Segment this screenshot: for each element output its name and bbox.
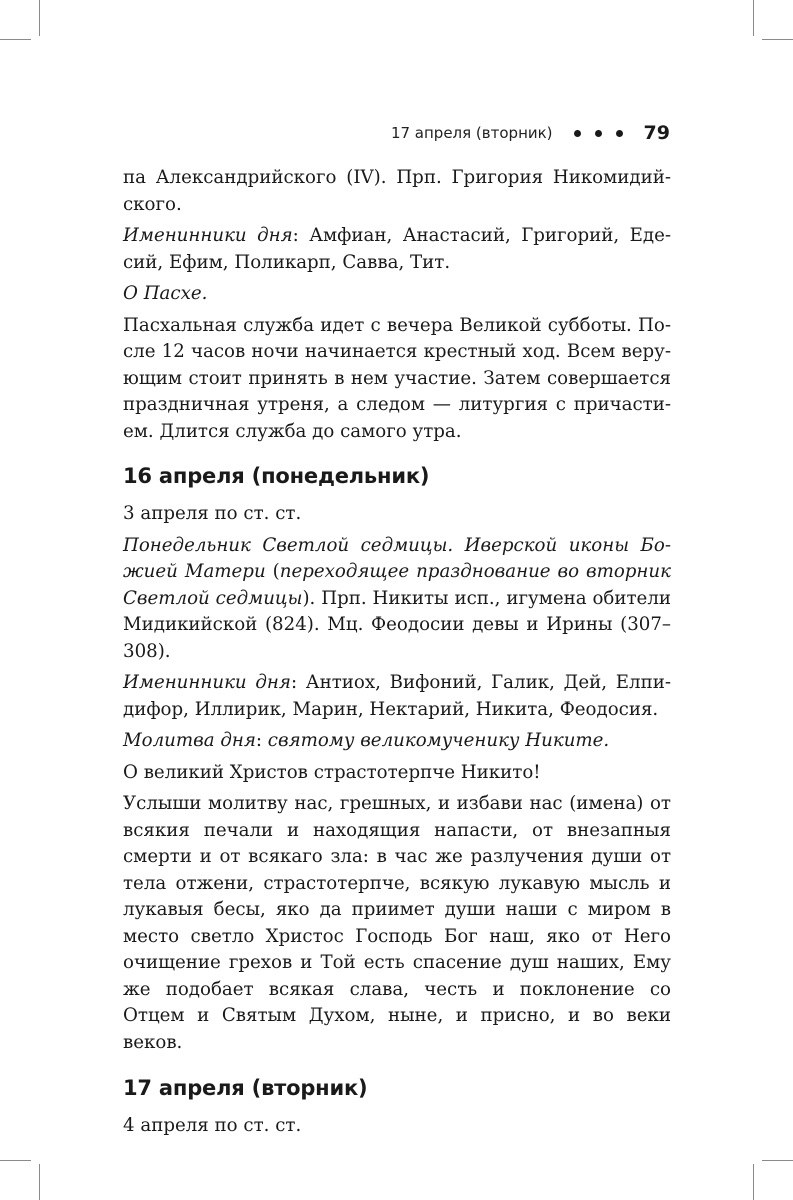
feast-paragraph-16 — [123, 533, 671, 666]
namedays-paragraph — [123, 223, 671, 276]
prayer-title: святому великомученику Никите. — [267, 730, 610, 751]
bullet-dot — [574, 130, 581, 137]
prayer-colon: : — [255, 730, 268, 751]
old-style-date-16: 3 апреля по ст. ст. — [123, 503, 302, 524]
day-heading-17: 17 апреля (вторник) — [123, 1076, 368, 1100]
crop-mark — [39, 0, 40, 36]
crop-mark — [0, 39, 31, 40]
crop-mark — [39, 1164, 40, 1200]
prayer-label: Молитва дня — [123, 730, 256, 751]
saints-continued: па Александрийского (IV). Прп. Григория Никомидийского. — [123, 167, 671, 215]
easter-title: О Пасхе. — [123, 283, 208, 304]
prayer-heading — [123, 728, 671, 755]
crop-mark — [762, 1160, 793, 1161]
crop-mark — [0, 1160, 31, 1161]
day-heading-16: 16 апреля (понедельник) — [123, 464, 430, 488]
bullet-dot — [595, 130, 602, 137]
namedays-names-16: : Антиох, Вифоний, Галик, Дей, Елпидифор, Иллирик, Марин, Нектарий, Никита, Феодосия. — [123, 672, 671, 720]
page-number: 79 — [643, 122, 670, 144]
namedays-label-16: Именинники дня — [123, 672, 291, 693]
crop-mark — [753, 1164, 754, 1200]
feast-rest: ). Прп. Никиты исп., игумена обители Мидикийской (824). Мц. Феодосии девы и Ирины (307–308). — [123, 587, 671, 662]
running-title: 17 апреля (вторник) — [390, 124, 553, 142]
namedays-names: : Амфиан, Анастасий, Григорий, Едесий, Ефим, Поликарп, Савва, Тит. — [123, 225, 671, 273]
namedays-paragraph-16 — [123, 670, 671, 723]
crop-mark — [762, 39, 793, 40]
page-body — [123, 165, 671, 1145]
feast-paren-open: ( — [265, 561, 280, 582]
feast-italic-1: Понедельник Светлой седмицы. Иверской иконы Божией Матери — [123, 534, 671, 582]
prayer-text: Услыши молитву нас, грешных, и избави нас (имена) от всякия печали и находящия напасти, от внезапныя смерти и от всякаго зла: в час же разлучения души от тела отжени, страстотерпче, всякую лукавую мысль и лукавыя бесы, яко да приимет души наши с миром в место светло Христос Господь Бог наш, яко от Него очищение грехов и Той есть спасение душ наших, Ему же подобает всякая слава, честь и поклонение со Отцем и Святым Духом, ныне, и присно, и во веки веков. — [123, 793, 671, 1053]
running-header — [391, 122, 670, 144]
easter-text: Пасхальная служба идет с вечера Великой субботы. После 12 часов ночи начинается крестный ход. Всем верующим стоит принять в нем участие. Затем совершается праздничная утреня, а следом — литургия с причастием. Длится служба до самого утра. — [123, 314, 671, 442]
bullet-dot — [616, 130, 623, 137]
feast-italic-2: переходящее празднование во вторник Светлой седмицы — [123, 561, 671, 609]
header-dots — [567, 130, 630, 137]
crop-mark — [753, 0, 754, 36]
prayer-opening: О великий Христов страстотерпче Никито! — [123, 761, 541, 783]
namedays-label: Именинники дня — [123, 225, 293, 246]
old-style-date-17: 4 апреля по ст. ст. — [123, 1115, 302, 1136]
